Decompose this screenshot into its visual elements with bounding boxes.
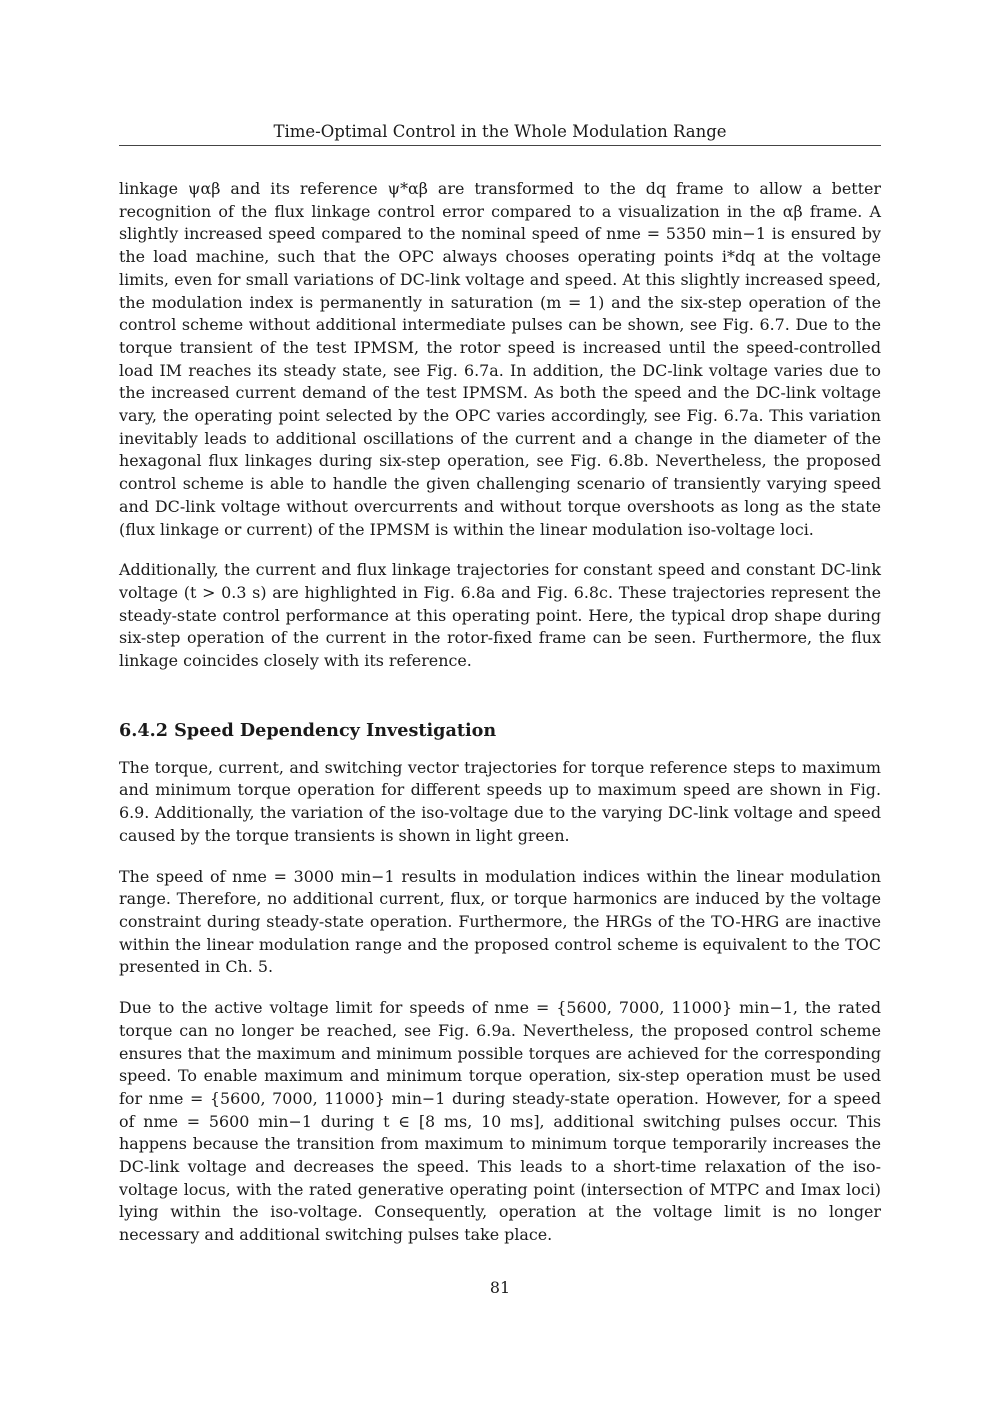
running-header: Time-Optimal Control in the Whole Modulation Range (273, 122, 727, 141)
document-page (119, 0, 881, 1414)
paragraph-voltage-limit: Due to the active voltage limit for speeds of nme = {5600, 7000, 11000} min−1, the rated torque can no longer be reached, see Fig. 6.9a. Nevertheless, the proposed control scheme ensures that the maximum and minimum possible torques are achieved for the corresponding speed. To enable maximum and minimum torque operation, six-step operation must be used for nme = {5600, 7000, 11000} min−1 during steady-state operation. However, for a speed of nme = 5600 min−1 during t ∈ [8 ms, 10 ms], additional switching pulses occur. This happens because the transition from maximum to minimum torque temporarily increases the DC-link voltage and decreases the speed. This leads to a short-time relaxation of the iso-voltage locus, with the rated generative operating point (intersection of MTPC and Imax loci) lying within the iso-voltage. Consequently, operation at the voltage limit is no longer necessary and additional switching pulses take place. (119, 998, 881, 1245)
paragraph-torque-current-trajectories: The torque, current, and switching vector trajectories for torque reference steps to maximum and minimum torque operation for different speeds up to maximum speed are shown in Fig. 6.9. Additionally, the variation of the iso-voltage due to the varying DC-link voltage and speed caused by the torque transients is shown in light green. (119, 757, 881, 845)
paragraph-linear-modulation: The speed of nme = 3000 min−1 results in modulation indices within the linear modulation range. Therefore, no additional current, flux, or torque harmonics are induced by the voltage constraint during steady-state operation. Furthermore, the HRGs of the TO-HRG are inactive within the linear modulation range and the proposed control scheme is equivalent to the TOC presented in Ch. 5. (119, 866, 881, 977)
header-rule (119, 145, 881, 146)
paragraph-flux-linkage-six-step: linkage ψαβ and its reference ψ*αβ are transformed to the dq frame to allow a better recognition of the flux linkage control error compared to a visualization in the αβ frame. A slightly increased speed compared to the nominal speed of nme = 5350 min−1 is ensured by the load machine, such that the OPC always chooses operating points i*dq at the voltage limits, even for small variations of DC-link voltage and speed. At this slightly increased speed, the modulation index is permanently in saturation (m = 1) and the six-step operation of the control scheme without additional intermediate pulses can be shown, see Fig. 6.7. Due to the torque transient of the test IPMSM, the rotor speed is increased until the speed-controlled load IM reaches its steady state, see Fig. 6.7a. In addition, the DC-link voltage varies due to the increased current demand of the test IPMSM. As both the speed and the DC-link voltage vary, the operating point selected by the OPC varies accordingly, see Fig. 6.7a. This variation inevitably leads to additional oscillations of the current and a change in the diameter of the hexagonal flux linkages during six-step operation, see Fig. 6.8b. Nevertheless, the proposed control scheme is able to handle the given challenging scenario of transiently varying speed and DC-link voltage without overcurrents and without torque overshoots as long as the state (flux linkage or current) of the IPMSM is within the linear modulation iso-voltage loci. (119, 179, 881, 539)
page-number: 81 (489, 1278, 511, 1297)
paragraph-steady-state-trajectories: Additionally, the current and flux linkage trajectories for constant speed and constant DC-link voltage (t > 0.3 s) are highlighted in Fig. 6.8a and Fig. 6.8c. These trajectories represent the steady-state control performance at this operating point. Here, the typical drop shape during six-step operation of the current in the rotor-fixed frame can be seen. Furthermore, the flux linkage coincides closely with its reference. (119, 560, 881, 671)
body-text (119, 178, 881, 1265)
section-heading: 6.4.2 Speed Dependency Investigation (119, 719, 497, 741)
